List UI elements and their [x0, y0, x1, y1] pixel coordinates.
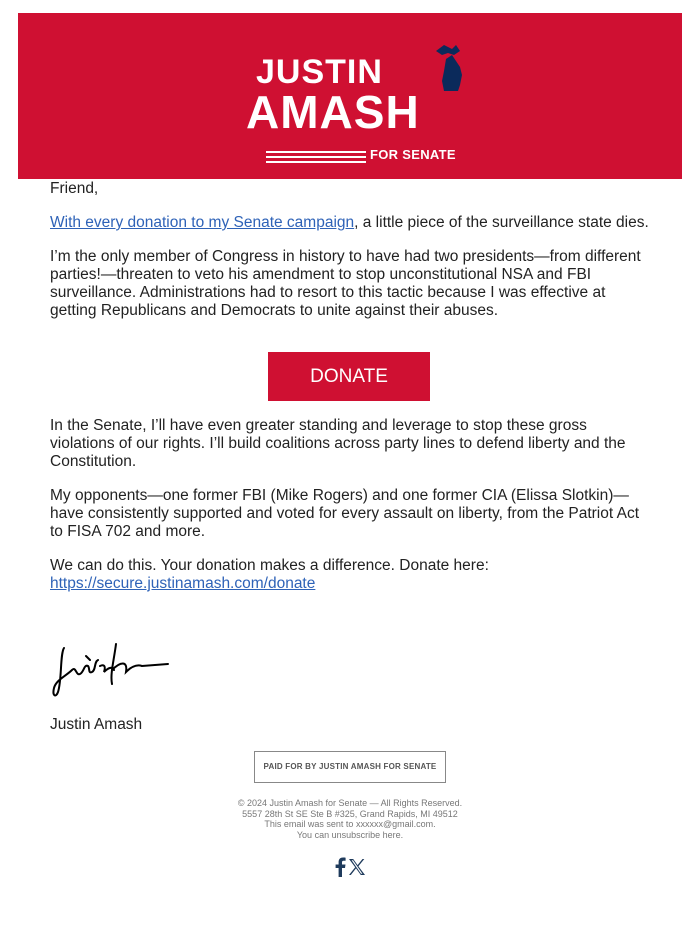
email-footer — [150, 798, 550, 840]
michigan-icon — [430, 41, 470, 93]
paid-for-disclaimer: PAID FOR BY JUSTIN AMASH FOR SENATE — [254, 751, 446, 783]
signature-name: Justin Amash — [50, 716, 143, 733]
unsubscribe-link[interactable]: You can unsubscribe here. — [296, 829, 404, 840]
sent-to-text: This email was sent to xxxxxx@gmail.com. — [264, 819, 436, 829]
logo-stripes — [266, 151, 366, 166]
paragraph-1 — [50, 214, 650, 232]
donate-url-link[interactable]: https://secure.justinamash.com/donate — [50, 575, 316, 592]
signature-image — [50, 640, 175, 705]
social-links — [332, 856, 372, 878]
facebook-icon[interactable] — [334, 857, 346, 877]
email-body — [50, 178, 650, 320]
paragraph-1-text: , a little piece of the surveillance state dies. — [354, 214, 649, 231]
paragraph-2: I’m the only member of Congress in history to have had two presidents—from different parties!—threaten to veto his amendment to stop unconstitutional NSA and FBI surveillance. Administrations had to resort to this tactic because I was effective at getting Republicans and Democrats to unite against their abuses. — [50, 248, 641, 319]
campaign-logo — [246, 41, 456, 169]
greeting: Friend, — [50, 180, 99, 197]
email-body-continued — [50, 417, 650, 593]
logo-first-name: JUSTIN — [256, 53, 383, 91]
email-header-banner — [18, 13, 682, 179]
logo-tagline: FOR SENATE — [370, 147, 456, 162]
paragraph-5 — [50, 557, 650, 593]
paragraph-5-text: We can do this. Your donation makes a difference. Donate here: — [50, 557, 489, 574]
paragraph-3: In the Senate, I’ll have even greater standing and leverage to stop these gross violations of our rights. I’ll build coalitions across party lines to defend liberty and the Constitution. — [50, 417, 626, 470]
donate-button[interactable]: DONATE — [268, 352, 430, 401]
paragraph-4: My opponents—one former FBI (Mike Rogers) and one former CIA (Elissa Slotkin)—have consistently supported and voted for every assault on liberty, from the Patriot Act to FISA 702 and more. — [50, 487, 640, 540]
address-text: 5557 28th St SE Ste B #325, Grand Rapids, MI 49512 — [242, 808, 458, 819]
logo-last-name: AMASH — [246, 86, 420, 138]
x-icon[interactable] — [348, 858, 366, 876]
donation-link[interactable]: With every donation to my Senate campaign — [50, 214, 355, 231]
copyright-text: © 2024 Justin Amash for Senate — All Rights Reserved. — [237, 798, 463, 808]
